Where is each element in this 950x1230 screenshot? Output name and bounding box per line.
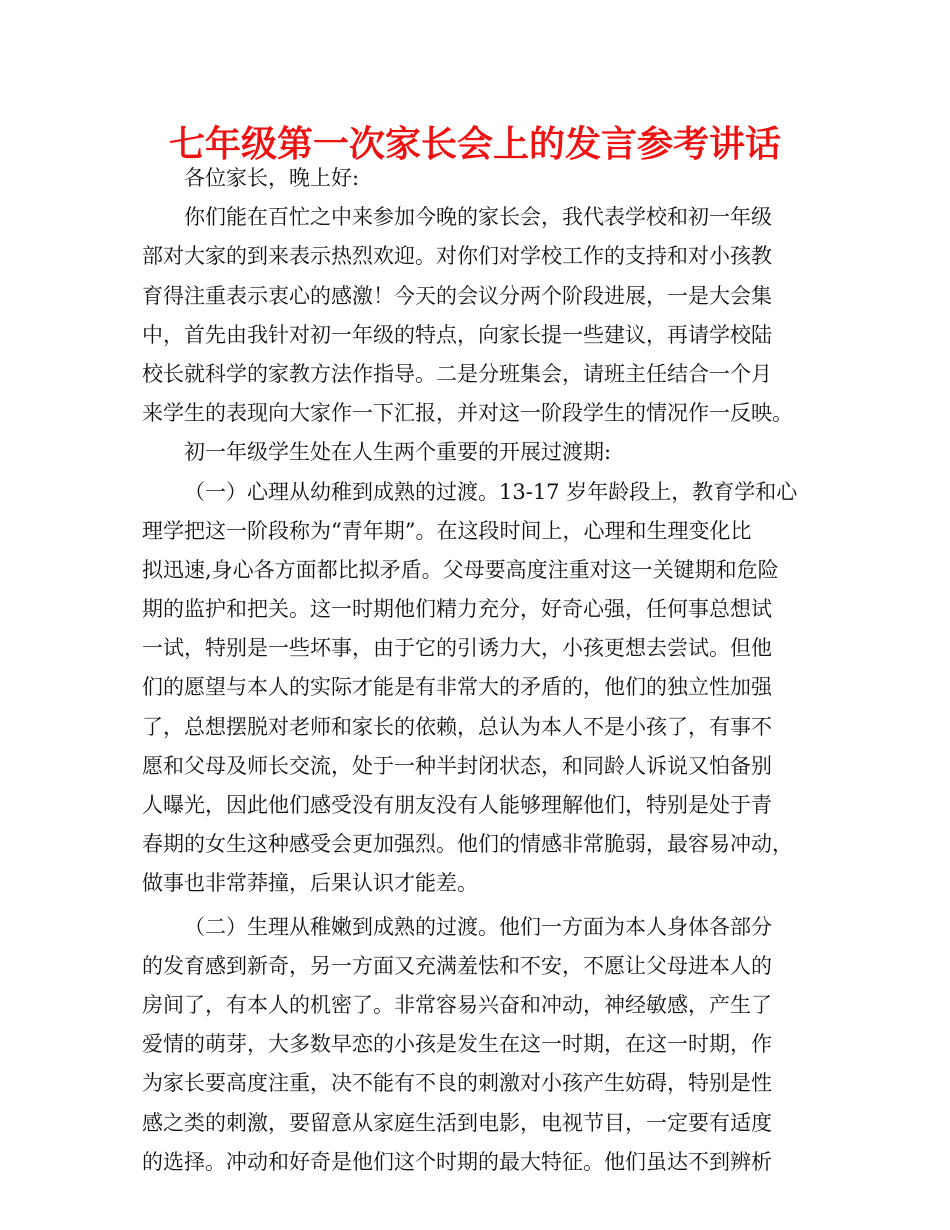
section-2-line-6: 感之类的刺激，要留意从家庭生活到电影，电视节目，一定要有适度 bbox=[142, 1110, 772, 1135]
paragraph-1-line-6: 来学生的表现向大家作一下汇报，并对这一阶段学生的情况作一反映。 bbox=[142, 401, 793, 426]
document-title: 七年级第一次家长会上的发言参考讲话 bbox=[168, 123, 781, 165]
section-1-line-11: 做事也非常莽撞，后果认识才能差。 bbox=[142, 871, 478, 896]
paragraph-2-line-1: 初一年级学生处在人生两个重要的开展过渡期: bbox=[184, 440, 612, 465]
section-1-line-2: 理学把这一阶段称为“青年期”。在这段时间上，心理和生理变化比 bbox=[142, 518, 752, 543]
document-body bbox=[142, 159, 810, 1182]
paragraph-1-line-1: 你们能在百忙之中来参加今晚的家长会，我代表学校和初一年级 bbox=[184, 205, 772, 230]
section-1-line-1: （一）心理从幼稚到成熟的过渡。13-17 岁年龄段上，教育学和心 bbox=[184, 479, 798, 504]
section-1-line-7: 了，总想摆脱对老师和家长的依赖，总认为本人不是小孩了，有事不 bbox=[142, 714, 772, 739]
section-1-line-9: 人曝光，因此他们感受没有朋友没有人能够理解他们，特别是处于青 bbox=[142, 793, 772, 817]
paragraph-1-line-3: 育得注重表示衷心的感激！今天的会议分两个阶段进展，一是大会集 bbox=[142, 283, 772, 308]
section-1-line-5: 一试，特别是一些坏事，由于它的引诱力大，小孩更想去尝试。但他 bbox=[142, 636, 772, 661]
section-2-line-1: （二）生理从稚嫩到成熟的过渡。他们一方面为本人身体各部分 bbox=[184, 914, 772, 939]
paragraph-1-line-4: 中，首先由我针对初一年级的特点，向家长提一些建议，再请学校陆 bbox=[142, 322, 772, 347]
section-2-line-5: 为家长要高度注重，决不能有不良的刺激对小孩产生妨碍，特别是性 bbox=[142, 1071, 772, 1096]
section-1-line-10: 春期的女生这种感受会更加强烈。他们的情感非常脆弱，最容易冲动， bbox=[142, 832, 793, 857]
paragraph-1-line-5: 校长就科学的家教方法作指导。二是分班集会，请班主任结合一个月 bbox=[142, 361, 772, 386]
greeting-line: 各位家长，晚上好: bbox=[184, 166, 360, 190]
section-1-line-4: 期的监护和把关。这一时期他们精力充分，好奇心强，任何事总想试 bbox=[142, 597, 772, 622]
section-1-line-6: 们的愿望与本人的实际才能是有非常大的矛盾的，他们的独立性加强 bbox=[142, 675, 772, 700]
section-2-line-7: 的选择。冲动和好奇是他们这个时期的最大特征。他们虽达不到辨析 bbox=[142, 1149, 772, 1174]
section-2-line-2: 的发育感到新奇，另一方面又充满羞怯和不安，不愿让父母进本人的 bbox=[142, 953, 772, 978]
section-2-line-3: 房间了，有本人的机密了。非常容易兴奋和冲动，神经敏感，产生了 bbox=[142, 992, 772, 1017]
section-2-line-4: 爱情的萌芽，大多数早恋的小孩是发生在这一时期，在这一时期，作 bbox=[142, 1032, 772, 1057]
paragraph-1-line-2: 部对大家的到来表示热烈欢迎。对你们对学校工作的支持和对小孩教 bbox=[142, 244, 772, 269]
section-1-line-8: 愿和父母及师长交流，处于一种半封闭状态，和同龄人诉说又怕备别 bbox=[142, 753, 772, 778]
section-1-line-3: 拟迅速,身心各方面都比拟矛盾。父母要高度注重对这一关键期和危险 bbox=[142, 557, 779, 582]
